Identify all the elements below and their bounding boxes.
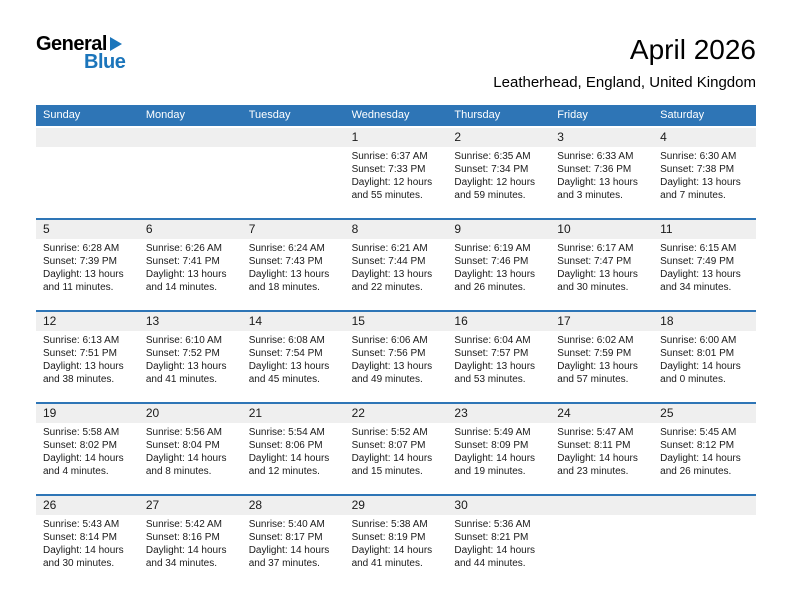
daylight-text: Daylight: 14 hours and 30 minutes. — [43, 545, 124, 569]
sunrise-text: Sunrise: 6:28 AM — [43, 243, 120, 254]
sunset-text: Sunset: 7:33 PM — [351, 164, 426, 175]
sunset-text: Sunset: 7:57 PM — [454, 348, 529, 359]
day-cell — [139, 423, 242, 478]
sunset-text: Sunset: 7:36 PM — [557, 164, 632, 175]
day-detail-row — [36, 515, 756, 570]
day-number-band — [36, 128, 756, 147]
location-subtitle: Leatherhead, England, United Kingdom — [493, 74, 756, 91]
week-row — [36, 494, 756, 586]
day-cell — [242, 515, 345, 570]
daylight-text: Daylight: 13 hours and 18 minutes. — [248, 269, 330, 293]
logo-text-general: General — [36, 33, 107, 55]
sunrise-text: Sunrise: 6:13 AM — [43, 335, 120, 346]
day-number: 12 — [43, 314, 57, 328]
calendar-grid — [36, 128, 756, 586]
daylight-text: Daylight: 13 hours and 41 minutes. — [145, 361, 227, 385]
day-number: 10 — [557, 222, 571, 236]
daylight-text: Daylight: 14 hours and 19 minutes. — [454, 453, 536, 477]
day-number-band — [36, 312, 756, 331]
sunset-text: Sunset: 8:11 PM — [557, 440, 631, 451]
day-cell — [345, 515, 448, 570]
day-number: 7 — [248, 222, 256, 236]
daylight-text: Daylight: 14 hours and 37 minutes. — [248, 545, 330, 569]
week-row — [36, 218, 756, 310]
day-detail-row — [36, 331, 756, 386]
day-number: 27 — [145, 498, 160, 512]
sunrise-text: Sunrise: 5:47 AM — [557, 427, 634, 438]
day-number: 8 — [351, 222, 359, 236]
day-number: 14 — [248, 314, 263, 328]
month-title: April 2026 — [629, 34, 756, 65]
sunrise-text: Sunrise: 5:43 AM — [43, 519, 120, 530]
weekday-header: Monday — [145, 109, 185, 121]
day-cell — [242, 331, 345, 386]
daylight-text: Daylight: 12 hours and 59 minutes. — [454, 177, 536, 201]
day-number — [36, 128, 139, 147]
day-number: 4 — [660, 130, 667, 144]
daylight-text: Daylight: 13 hours and 45 minutes. — [248, 361, 330, 385]
day-number: 3 — [557, 130, 564, 144]
daylight-text: Daylight: 13 hours and 26 minutes. — [454, 269, 536, 293]
weekday-header: Sunday — [43, 109, 81, 121]
day-cell — [242, 423, 345, 478]
daylight-text: Daylight: 14 hours and 0 minutes. — [660, 361, 741, 385]
day-number: 28 — [248, 498, 263, 512]
sunset-text: Sunset: 7:44 PM — [351, 256, 426, 267]
day-number — [550, 496, 653, 515]
daylight-text: Daylight: 14 hours and 23 minutes. — [557, 453, 638, 477]
day-cell — [653, 239, 756, 294]
sunrise-text: Sunrise: 5:58 AM — [43, 427, 120, 438]
daylight-text: Daylight: 13 hours and 49 minutes. — [351, 361, 433, 385]
calendar-table — [36, 105, 756, 586]
sunset-text: Sunset: 8:19 PM — [351, 532, 426, 543]
sunset-text: Sunset: 7:47 PM — [557, 256, 632, 267]
sunset-text: Sunset: 8:04 PM — [145, 440, 220, 451]
sunset-text: Sunset: 7:46 PM — [454, 256, 529, 267]
day-cell — [139, 239, 242, 294]
sunset-text: Sunset: 8:02 PM — [43, 440, 117, 451]
day-cell — [36, 147, 139, 202]
day-number — [242, 128, 345, 147]
daylight-text: Daylight: 13 hours and 7 minutes. — [660, 177, 741, 201]
day-number — [139, 128, 242, 147]
sunset-text: Sunset: 7:49 PM — [660, 256, 735, 267]
day-cell — [550, 147, 653, 202]
sunrise-text: Sunrise: 5:45 AM — [660, 427, 737, 438]
day-number-band — [36, 496, 756, 515]
sunset-text: Sunset: 8:21 PM — [454, 532, 529, 543]
sunrise-text: Sunrise: 5:49 AM — [454, 427, 531, 438]
day-number: 25 — [660, 406, 674, 420]
sunset-text: Sunset: 7:34 PM — [454, 164, 529, 175]
weekday-header: Saturday — [660, 109, 705, 121]
sunset-text: Sunset: 7:43 PM — [248, 256, 323, 267]
week-row — [36, 310, 756, 402]
sunset-text: Sunset: 8:16 PM — [145, 532, 220, 543]
daylight-text: Daylight: 13 hours and 57 minutes. — [557, 361, 638, 385]
sunrise-text: Sunrise: 6:06 AM — [351, 335, 428, 346]
day-number: 1 — [351, 130, 359, 144]
sunrise-text: Sunrise: 5:42 AM — [145, 519, 222, 530]
day-number: 13 — [145, 314, 160, 328]
day-cell — [653, 515, 756, 570]
day-number: 24 — [557, 406, 571, 420]
daylight-text: Daylight: 13 hours and 34 minutes. — [660, 269, 741, 293]
week-row — [36, 128, 756, 218]
daylight-text: Daylight: 14 hours and 26 minutes. — [660, 453, 741, 477]
daylight-text: Daylight: 14 hours and 41 minutes. — [351, 545, 433, 569]
sunset-text: Sunset: 7:39 PM — [43, 256, 117, 267]
weekday-header: Thursday — [454, 109, 501, 121]
day-cell — [242, 147, 345, 202]
daylight-text: Daylight: 14 hours and 4 minutes. — [43, 453, 124, 477]
daylight-text: Daylight: 14 hours and 12 minutes. — [248, 453, 330, 477]
day-cell — [36, 331, 139, 386]
daylight-text: Daylight: 14 hours and 8 minutes. — [145, 453, 227, 477]
sunset-text: Sunset: 8:17 PM — [248, 532, 323, 543]
day-cell — [447, 147, 550, 202]
sunrise-text: Sunrise: 6:17 AM — [557, 243, 634, 254]
day-number-band — [36, 404, 756, 423]
day-cell — [345, 331, 448, 386]
sunrise-text: Sunrise: 6:04 AM — [454, 335, 531, 346]
day-cell — [345, 147, 448, 202]
title-block — [493, 34, 756, 91]
daylight-text: Daylight: 13 hours and 30 minutes. — [557, 269, 638, 293]
day-number: 5 — [43, 222, 50, 236]
day-number: 6 — [145, 222, 153, 236]
day-cell — [139, 515, 242, 570]
day-number: 29 — [351, 498, 365, 512]
day-cell — [447, 515, 550, 570]
sunrise-text: Sunrise: 5:38 AM — [351, 519, 428, 530]
sunset-text: Sunset: 8:14 PM — [43, 532, 117, 543]
weekday-header: Tuesday — [248, 109, 291, 121]
weekday-header: Friday — [557, 109, 588, 121]
day-cell — [242, 239, 345, 294]
logo-text-blue: Blue — [84, 51, 126, 73]
sunset-text: Sunset: 7:56 PM — [351, 348, 426, 359]
day-cell — [36, 423, 139, 478]
day-cell — [550, 331, 653, 386]
sunset-text: Sunset: 8:01 PM — [660, 348, 735, 359]
day-number: 21 — [248, 406, 263, 420]
sunrise-text: Sunrise: 6:21 AM — [351, 243, 428, 254]
day-number: 26 — [43, 498, 57, 512]
day-number: 30 — [454, 498, 468, 512]
day-number: 11 — [660, 222, 673, 236]
sunrise-text: Sunrise: 6:19 AM — [454, 243, 531, 254]
day-number — [653, 496, 756, 515]
day-cell — [550, 239, 653, 294]
sunset-text: Sunset: 7:38 PM — [660, 164, 735, 175]
sunrise-text: Sunrise: 6:26 AM — [145, 243, 222, 254]
sunrise-text: Sunrise: 5:54 AM — [248, 427, 325, 438]
day-number: 18 — [660, 314, 674, 328]
day-cell — [345, 423, 448, 478]
sunrise-text: Sunrise: 6:37 AM — [351, 151, 428, 162]
sunset-text: Sunset: 8:07 PM — [351, 440, 426, 451]
sunset-text: Sunset: 8:12 PM — [660, 440, 735, 451]
day-cell — [139, 147, 242, 202]
sunrise-text: Sunrise: 5:56 AM — [145, 427, 222, 438]
sunset-text: Sunset: 7:51 PM — [43, 348, 117, 359]
daylight-text: Daylight: 14 hours and 15 minutes. — [351, 453, 433, 477]
day-cell — [550, 423, 653, 478]
day-cell — [447, 331, 550, 386]
sunrise-text: Sunrise: 6:30 AM — [660, 151, 737, 162]
sunset-text: Sunset: 7:54 PM — [248, 348, 323, 359]
sunset-text: Sunset: 8:09 PM — [454, 440, 529, 451]
daylight-text: Daylight: 13 hours and 22 minutes. — [351, 269, 433, 293]
day-number: 9 — [454, 222, 462, 236]
day-cell — [36, 239, 139, 294]
sunset-text: Sunset: 7:41 PM — [145, 256, 220, 267]
sunrise-text: Sunrise: 6:24 AM — [248, 243, 325, 254]
weekday-header: Wednesday — [351, 109, 410, 121]
sunrise-text: Sunrise: 6:33 AM — [557, 151, 634, 162]
day-number: 19 — [43, 406, 57, 420]
day-cell — [139, 331, 242, 386]
sunrise-text: Sunrise: 6:02 AM — [557, 335, 634, 346]
sunrise-text: Sunrise: 6:00 AM — [660, 335, 737, 346]
week-row — [36, 402, 756, 494]
day-cell — [550, 515, 653, 570]
day-number: 17 — [557, 314, 571, 328]
daylight-text: Daylight: 13 hours and 38 minutes. — [43, 361, 124, 385]
day-number-band — [36, 220, 756, 239]
daylight-text: Daylight: 12 hours and 55 minutes. — [351, 177, 433, 201]
sunset-text: Sunset: 7:52 PM — [145, 348, 220, 359]
day-cell — [653, 331, 756, 386]
day-number: 20 — [145, 406, 160, 420]
daylight-text: Daylight: 14 hours and 34 minutes. — [145, 545, 227, 569]
day-cell — [447, 239, 550, 294]
daylight-text: Daylight: 13 hours and 11 minutes. — [43, 269, 124, 293]
daylight-text: Daylight: 13 hours and 53 minutes. — [454, 361, 536, 385]
sunrise-text: Sunrise: 6:08 AM — [248, 335, 325, 346]
day-number: 16 — [454, 314, 468, 328]
logo-triangle-icon — [110, 37, 122, 51]
day-number: 2 — [454, 130, 462, 144]
general-blue-logo — [36, 34, 125, 72]
sunset-text: Sunset: 7:59 PM — [557, 348, 632, 359]
sunrise-text: Sunrise: 6:15 AM — [660, 243, 737, 254]
day-cell — [653, 423, 756, 478]
day-detail-row — [36, 423, 756, 478]
day-cell — [345, 239, 448, 294]
day-number: 23 — [454, 406, 468, 420]
daylight-text: Daylight: 13 hours and 3 minutes. — [557, 177, 638, 201]
day-detail-row — [36, 239, 756, 294]
sunrise-text: Sunrise: 5:52 AM — [351, 427, 428, 438]
day-cell — [653, 147, 756, 202]
sunset-text: Sunset: 8:06 PM — [248, 440, 323, 451]
sunrise-text: Sunrise: 6:35 AM — [454, 151, 531, 162]
day-number: 15 — [351, 314, 365, 328]
day-detail-row — [36, 147, 756, 202]
daylight-text: Daylight: 13 hours and 14 minutes. — [145, 269, 227, 293]
sunrise-text: Sunrise: 5:36 AM — [454, 519, 531, 530]
daylight-text: Daylight: 14 hours and 44 minutes. — [454, 545, 536, 569]
sunrise-text: Sunrise: 5:40 AM — [248, 519, 325, 530]
day-cell — [36, 515, 139, 570]
weekday-header-row — [36, 105, 756, 126]
day-cell — [447, 423, 550, 478]
sunrise-text: Sunrise: 6:10 AM — [145, 335, 222, 346]
day-number: 22 — [351, 406, 365, 420]
